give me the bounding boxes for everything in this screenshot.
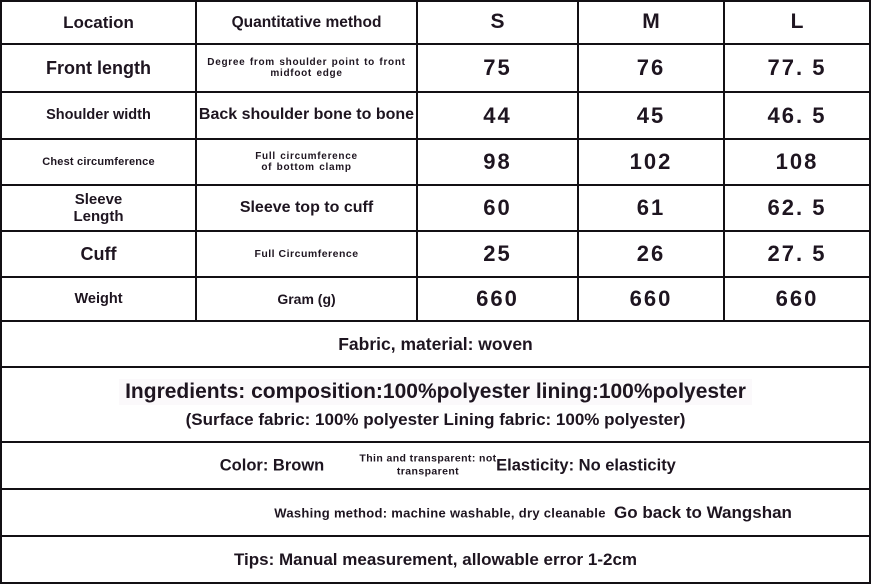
cell-chest-l: 108 (725, 140, 869, 186)
method-shoulder-width: Back shoulder bone to bone (197, 93, 418, 140)
cell-chest-m: 102 (579, 140, 725, 186)
ingredients-line2: (Surface fabric: 100% polyester Lining fabric: 100% polyester) (185, 410, 686, 429)
cell-shoulder-width-m: 45 (579, 93, 725, 140)
method-front-length (197, 45, 418, 93)
ingredients-line1: Ingredients: composition:100%polyester lining:100%polyester (119, 379, 752, 405)
method-chest-line2: of bottom clamp (261, 162, 352, 173)
cell-cuff-m: 26 (579, 232, 725, 278)
method-sleeve-length: Sleeve top to cuff (197, 186, 418, 232)
brand-text: Go back to Wangshan (614, 502, 792, 522)
cell-chest-s: 98 (418, 140, 579, 186)
washing-method-row (2, 490, 869, 537)
cell-weight-m: 660 (579, 278, 725, 322)
size-table (2, 2, 869, 322)
cell-cuff-s: 25 (418, 232, 579, 278)
cell-shoulder-width-s: 44 (418, 93, 579, 140)
row-label-front-length: Front length (2, 45, 197, 93)
sleeve-label-line2: Length (73, 208, 124, 225)
row-label-shoulder-width: Shoulder width (2, 93, 197, 140)
cell-front-length-s: 75 (418, 45, 579, 93)
tips-text: Tips: Manual measurement, allowable error 1-2cm (233, 549, 638, 569)
color-text: Color: Brown (219, 456, 325, 474)
method-chest-line1: Full circumference (255, 150, 358, 162)
fabric-material-text: Fabric, material: woven (338, 333, 533, 354)
ingredients-row (2, 368, 869, 443)
cell-front-length-l: 77. 5 (725, 45, 869, 93)
sleeve-label-line1: Sleeve (74, 190, 123, 208)
color-transparency-elasticity-row (2, 443, 869, 490)
cell-weight-s: 660 (418, 278, 579, 322)
washing-method-text: Washing method: machine washable, dry cleanable (274, 505, 606, 520)
header-cell-size-l: L (725, 2, 869, 45)
cell-sleeve-m: 61 (579, 186, 725, 232)
tips-row (2, 537, 869, 582)
row-label-cuff: Cuff (2, 232, 197, 278)
cell-shoulder-width-l: 46. 5 (725, 93, 869, 140)
fabric-material-row (2, 322, 869, 368)
method-front-length-line2: midfoot edge (270, 68, 343, 79)
method-cuff: Full Circumference (197, 232, 418, 278)
method-front-length-line1: Degree from shoulder point to front (207, 56, 406, 68)
cell-weight-l: 660 (725, 278, 869, 322)
row-label-sleeve-length (2, 186, 197, 232)
header-cell-location: Location (2, 2, 197, 45)
header-cell-size-m: M (579, 2, 725, 45)
elasticity-text: Elasticity: No elasticity (496, 456, 676, 474)
row-label-chest-circumference: Chest circumference (2, 140, 197, 186)
header-cell-method: Quantitative method (197, 2, 418, 45)
transparency-text: Thin and transparent: not transparent (359, 451, 497, 478)
cell-cuff-l: 27. 5 (725, 232, 869, 278)
cell-front-length-m: 76 (579, 45, 725, 93)
cell-sleeve-s: 60 (418, 186, 579, 232)
method-chest-circumference (197, 140, 418, 186)
row-label-weight: Weight (2, 278, 197, 322)
method-weight: Gram (g) (197, 278, 418, 322)
cell-sleeve-l: 62. 5 (725, 186, 869, 232)
header-cell-size-s: S (418, 2, 579, 45)
